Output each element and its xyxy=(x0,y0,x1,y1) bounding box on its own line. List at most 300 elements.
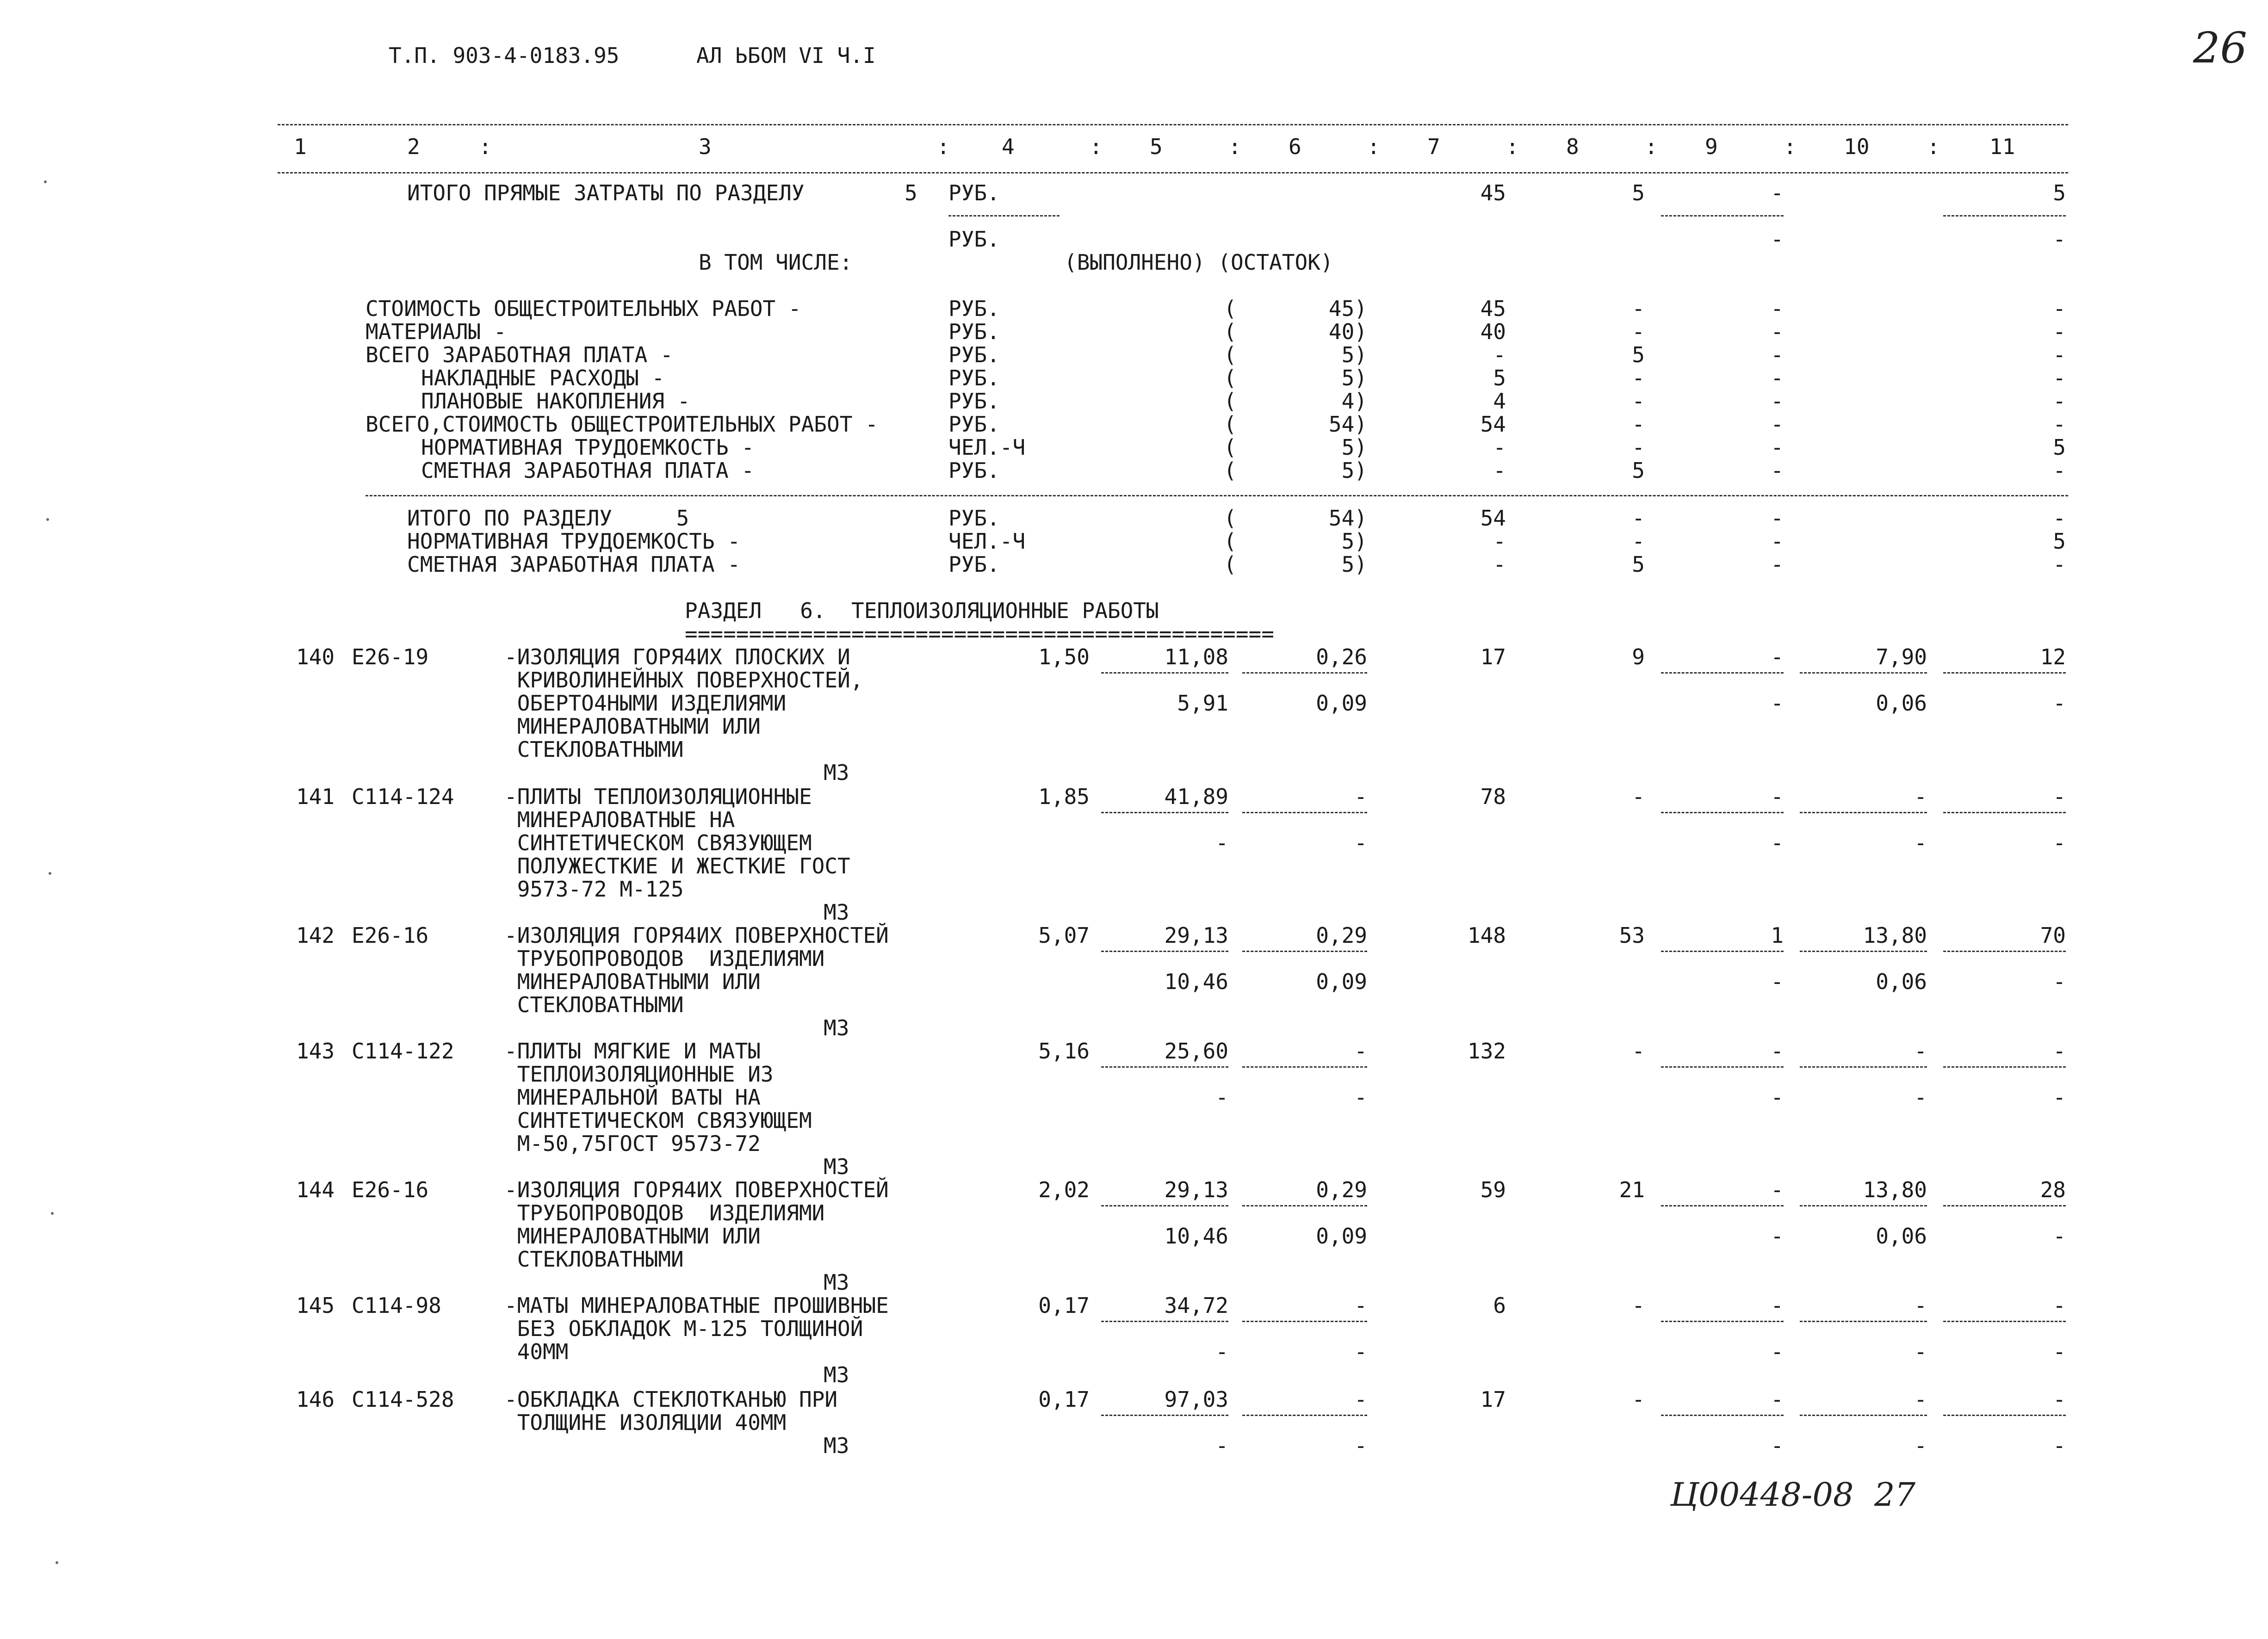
breakdown-c11: - xyxy=(2053,342,2066,367)
album-label: АЛ ЬБОМ VI Ч.I xyxy=(696,43,876,68)
item-code: Е26-19 xyxy=(352,644,429,669)
item-c6-rule xyxy=(1242,1415,1367,1416)
item-c4: 5,16 xyxy=(1038,1039,1090,1064)
item-c7: 132 xyxy=(1467,1039,1506,1064)
item-description: ПОЛУЖЕСТКИЕ И ЖЕСТКИЕ ГОСТ xyxy=(504,854,850,878)
item-description: ТРУБОПРОВОДОВ ИЗДЕЛИЯМИ xyxy=(504,1200,825,1225)
item-c9: - xyxy=(1771,1177,1784,1202)
summary-unit: РУБ. xyxy=(948,227,1000,252)
breakdown-paren: ( xyxy=(1224,319,1237,344)
breakdown-c9: - xyxy=(1771,319,1784,344)
item-description: СИНТЕТИЧЕСКОМ СВЯЗУЮЩЕМ xyxy=(504,1108,812,1133)
breakdown-c6: 54) xyxy=(1328,412,1367,437)
item-c5: 11,08 xyxy=(1164,644,1228,669)
summary-c9: - xyxy=(1771,227,1784,252)
breakdown-paren: ( xyxy=(1224,296,1237,321)
item-number: 142 xyxy=(296,923,335,948)
breakdown-paren: ( xyxy=(1224,458,1237,483)
section-total-c8: - xyxy=(1632,529,1645,554)
item-c6-rule xyxy=(1242,672,1367,674)
item-code: Е26-16 xyxy=(352,1177,429,1202)
item-c5b: - xyxy=(1215,830,1228,855)
breakdown-label: ВСЕГО,СТОИМОСТЬ ОБЩЕСТРОИТЕЛЬНЫХ РАБОТ - xyxy=(366,412,878,437)
column-number: : xyxy=(1367,134,1380,159)
item-c11b: - xyxy=(2053,1085,2066,1110)
item-description: М-50,75ГОСТ 9573-72 xyxy=(504,1131,761,1156)
item-c5: 41,89 xyxy=(1164,784,1228,809)
item-c6b: - xyxy=(1354,1339,1367,1364)
item-unit: М3 xyxy=(824,1154,849,1179)
column-number: : xyxy=(937,134,950,159)
item-code: С114-122 xyxy=(352,1039,454,1064)
item-c8: - xyxy=(1632,1039,1645,1064)
page-number: 26 xyxy=(2193,23,2248,73)
breakdown-c6: 5) xyxy=(1341,365,1367,390)
item-c6: - xyxy=(1354,1293,1367,1318)
item-c11b: - xyxy=(2053,1433,2066,1458)
breakdown-unit: РУБ. xyxy=(948,458,1000,483)
breakdown-unit: РУБ. xyxy=(948,319,1000,344)
item-unit: М3 xyxy=(824,760,849,785)
item-number: 143 xyxy=(296,1039,335,1064)
item-c9-rule xyxy=(1661,672,1784,674)
item-c6b: 0,09 xyxy=(1316,969,1367,994)
section-total-unit: ЧЕЛ.-Ч xyxy=(948,529,1026,554)
breakdown-c7: - xyxy=(1493,435,1506,460)
item-code: Е26-16 xyxy=(352,923,429,948)
section-total-paren: ( xyxy=(1224,529,1237,554)
item-description: -ИЗОЛЯЦИЯ ГОРЯ4ИХ ПОВЕРХНОСТЕЙ xyxy=(504,923,889,948)
item-c11-rule xyxy=(1943,951,2066,952)
item-code: С114-124 xyxy=(352,784,454,809)
breakdown-c11: - xyxy=(2053,389,2066,414)
item-c8: - xyxy=(1632,784,1645,809)
item-c11: 28 xyxy=(2040,1177,2066,1202)
item-c8: - xyxy=(1632,1387,1645,1412)
breakdown-c11: - xyxy=(2053,458,2066,483)
item-description: -ПЛИТЫ МЯГКИЕ И МАТЫ xyxy=(504,1039,761,1064)
item-c7: 17 xyxy=(1480,644,1506,669)
section-total-label: НОРМАТИВНАЯ ТРУДОЕМКОСТЬ - xyxy=(407,529,741,554)
breakdown-c11: 5 xyxy=(2053,435,2066,460)
item-c5-rule xyxy=(1101,951,1228,952)
item-c11b: - xyxy=(2053,691,2066,716)
item-c5-rule xyxy=(1101,1205,1228,1206)
item-c10-rule xyxy=(1800,1205,1927,1206)
item-c5-rule xyxy=(1101,1415,1228,1416)
item-c8: - xyxy=(1632,1293,1645,1318)
item-c6-rule xyxy=(1242,951,1367,952)
item-c10: - xyxy=(1914,1039,1927,1064)
item-c10: - xyxy=(1914,1387,1927,1412)
item-c10b: - xyxy=(1914,1085,1927,1110)
column-number: : xyxy=(1784,134,1797,159)
item-c9b: - xyxy=(1771,1224,1784,1249)
column-number: 6 xyxy=(1289,134,1301,159)
breakdown-c8: - xyxy=(1632,435,1645,460)
summary-c11: - xyxy=(2053,227,2066,252)
item-c10b: - xyxy=(1914,1339,1927,1364)
item-description: -ИЗОЛЯЦИЯ ГОРЯ4ИХ ПОВЕРХНОСТЕЙ xyxy=(504,1177,889,1202)
item-c5b: 5,91 xyxy=(1177,691,1228,716)
item-c10-rule xyxy=(1800,1415,1927,1416)
item-c6b: 0,09 xyxy=(1316,691,1367,716)
item-c5b: - xyxy=(1215,1339,1228,1364)
item-c10b: 0,06 xyxy=(1876,969,1927,994)
section-total-c7: - xyxy=(1493,552,1506,577)
item-c11-rule xyxy=(1943,1066,2066,1068)
item-c5-rule xyxy=(1101,1321,1228,1322)
section-total-c8: - xyxy=(1632,506,1645,531)
breakdown-label: ВСЕГО ЗАРАБОТНАЯ ПЛАТА - xyxy=(366,342,673,367)
item-c11-rule xyxy=(1943,1321,2066,1322)
item-unit: М3 xyxy=(824,1015,849,1040)
item-c4: 0,17 xyxy=(1038,1293,1090,1318)
item-c11: - xyxy=(2053,784,2066,809)
header-rule-top xyxy=(278,124,2068,125)
item-c10-rule xyxy=(1800,672,1927,674)
item-unit: М3 xyxy=(824,900,849,925)
breakdown-c6: 45) xyxy=(1328,296,1367,321)
section-total-label: СМЕТНАЯ ЗАРАБОТНАЯ ПЛАТА - xyxy=(407,552,741,577)
item-c5: 97,03 xyxy=(1164,1387,1228,1412)
breakdown-c6: 40) xyxy=(1328,319,1367,344)
item-description: ТРУБОПРОВОДОВ ИЗДЕЛИЯМИ xyxy=(504,946,825,971)
breakdown-paren: ( xyxy=(1224,412,1237,437)
item-c9-rule xyxy=(1661,951,1784,952)
item-c5b: - xyxy=(1215,1433,1228,1458)
section-total-c11: - xyxy=(2053,552,2066,577)
item-c8: 21 xyxy=(1619,1177,1645,1202)
item-c6: 0,29 xyxy=(1316,923,1367,948)
item-c9: 1 xyxy=(1771,923,1784,948)
item-c9-rule xyxy=(1661,1415,1784,1416)
item-c7: 6 xyxy=(1493,1293,1506,1318)
item-unit: М3 xyxy=(824,1433,849,1458)
breakdown-c11: - xyxy=(2053,296,2066,321)
item-c8: 53 xyxy=(1619,923,1645,948)
breakdown-paren: ( xyxy=(1224,389,1237,414)
summary-label: ИТОГО ПРЯМЫЕ ЗАТРАТЫ ПО РАЗДЕЛУ xyxy=(407,180,805,205)
column-number: 9 xyxy=(1705,134,1718,159)
section-total-c7: 54 xyxy=(1480,506,1506,531)
breakdown-unit: РУБ. xyxy=(948,389,1000,414)
item-description: МИНЕРАЛОВАТНЫМИ ИЛИ xyxy=(504,714,761,739)
including-label: В ТОМ ЧИСЛЕ: xyxy=(699,250,853,275)
breakdown-c9: - xyxy=(1771,458,1784,483)
item-description: СИНТЕТИЧЕСКОМ СВЯЗУЮЩЕМ xyxy=(504,830,812,855)
summary-section-num: 5 xyxy=(905,180,917,205)
item-c11-rule xyxy=(1943,672,2066,674)
item-description: ОБЕРТО4НЫМИ ИЗДЕЛИЯМИ xyxy=(504,691,787,716)
item-c5b: 10,46 xyxy=(1164,969,1228,994)
breakdown-unit: ЧЕЛ.-Ч xyxy=(948,435,1026,460)
breakdown-c6: 4) xyxy=(1341,389,1367,414)
item-c6-rule xyxy=(1242,1205,1367,1206)
underline-c9 xyxy=(1661,215,1784,216)
item-description: МИНЕРАЛОВАТНЫМИ ИЛИ xyxy=(504,969,761,994)
breakdown-unit: РУБ. xyxy=(948,296,1000,321)
breakdown-c7: 45 xyxy=(1480,296,1506,321)
item-c5: 34,72 xyxy=(1164,1293,1228,1318)
breakdown-c9: - xyxy=(1771,412,1784,437)
item-c11b: - xyxy=(2053,830,2066,855)
item-description: МИНЕРАЛЬНОЙ ВАТЫ НА xyxy=(504,1085,761,1110)
breakdown-unit: РУБ. xyxy=(948,365,1000,390)
column-number: 8 xyxy=(1566,134,1579,159)
item-c4: 1,85 xyxy=(1038,784,1090,809)
item-c5: 29,13 xyxy=(1164,1177,1228,1202)
done-remaining-label: (ВЫПОЛНЕНО) (ОСТАТОК) xyxy=(1064,250,1333,275)
breakdown-c9: - xyxy=(1771,435,1784,460)
breakdown-paren: ( xyxy=(1224,342,1237,367)
item-c10b: 0,06 xyxy=(1876,691,1927,716)
item-c9-rule xyxy=(1661,1066,1784,1068)
section-total-c6: 5) xyxy=(1341,529,1367,554)
item-c6: 0,26 xyxy=(1316,644,1367,669)
item-number: 146 xyxy=(296,1387,335,1412)
breakdown-unit: РУБ. xyxy=(948,342,1000,367)
section-total-c6: 54) xyxy=(1328,506,1367,531)
section-total-c11: 5 xyxy=(2053,529,2066,554)
item-c11: 12 xyxy=(2040,644,2066,669)
margin-mark xyxy=(49,872,51,875)
section-total-c8: 5 xyxy=(1632,552,1645,577)
item-c11: - xyxy=(2053,1039,2066,1064)
section-total-c9: - xyxy=(1771,552,1784,577)
item-c9b: - xyxy=(1771,1433,1784,1458)
item-c6: - xyxy=(1354,1387,1367,1412)
item-c6-rule xyxy=(1242,812,1367,813)
section-title-underline: ============================================== xyxy=(685,621,1274,646)
column-number: 2 xyxy=(407,134,420,159)
item-c9: - xyxy=(1771,1387,1784,1412)
item-c11-rule xyxy=(1943,1415,2066,1416)
item-c10-rule xyxy=(1800,1066,1927,1068)
item-c5b: - xyxy=(1215,1085,1228,1110)
item-description: СТЕКЛОВАТНЫМИ xyxy=(504,737,684,762)
column-number: : xyxy=(1090,134,1103,159)
breakdown-c7: - xyxy=(1493,458,1506,483)
item-description: -ИЗОЛЯЦИЯ ГОРЯ4ИХ ПЛОСКИХ И xyxy=(504,644,850,669)
breakdown-c8: - xyxy=(1632,389,1645,414)
summary-c7: 45 xyxy=(1480,180,1506,205)
item-c9: - xyxy=(1771,1039,1784,1064)
item-c11b: - xyxy=(2053,969,2066,994)
column-number: 4 xyxy=(1002,134,1015,159)
section-total-paren: ( xyxy=(1224,552,1237,577)
item-c6: - xyxy=(1354,784,1367,809)
underline-rub xyxy=(948,215,1060,216)
item-c11: - xyxy=(2053,1387,2066,1412)
item-number: 141 xyxy=(296,784,335,809)
item-c9-rule xyxy=(1661,812,1784,813)
item-description: -МАТЫ МИНЕРАЛОВАТНЫЕ ПРОШИВНЫЕ xyxy=(504,1293,889,1318)
column-number: : xyxy=(1645,134,1658,159)
section-title: РАЗДЕЛ 6. ТЕПЛОИЗОЛЯЦИОННЫЕ РАБОТЫ xyxy=(685,598,1159,623)
breakdown-c9: - xyxy=(1771,389,1784,414)
item-c4: 2,02 xyxy=(1038,1177,1090,1202)
breakdown-c6: 5) xyxy=(1341,435,1367,460)
item-c6b: - xyxy=(1354,1085,1367,1110)
breakdown-unit: РУБ. xyxy=(948,412,1000,437)
item-c6: - xyxy=(1354,1039,1367,1064)
item-c9b: - xyxy=(1771,1085,1784,1110)
breakdown-c8: 5 xyxy=(1632,458,1645,483)
breakdown-c8: - xyxy=(1632,296,1645,321)
item-c6: 0,29 xyxy=(1316,1177,1367,1202)
item-c7: 78 xyxy=(1480,784,1506,809)
item-c7: 59 xyxy=(1480,1177,1506,1202)
item-description: 9573-72 М-125 xyxy=(504,877,684,902)
item-c10: 13,80 xyxy=(1863,923,1927,948)
item-c11: 70 xyxy=(2040,923,2066,948)
item-description: БЕЗ ОБКЛАДОК М-125 ТОЛЩИНОЙ xyxy=(504,1316,863,1341)
item-c9b: - xyxy=(1771,969,1784,994)
item-c6b: - xyxy=(1354,830,1367,855)
section-total-c9: - xyxy=(1771,529,1784,554)
item-c6b: - xyxy=(1354,1433,1367,1458)
breakdown-c6: 5) xyxy=(1341,342,1367,367)
column-number: 5 xyxy=(1150,134,1163,159)
section-total-c6: 5) xyxy=(1341,552,1367,577)
breakdown-c8: - xyxy=(1632,412,1645,437)
item-c6-rule xyxy=(1242,1321,1367,1322)
section-total-c7: - xyxy=(1493,529,1506,554)
column-number: 3 xyxy=(699,134,712,159)
item-c4: 1,50 xyxy=(1038,644,1090,669)
item-c5-rule xyxy=(1101,1066,1228,1068)
item-description: 40ММ xyxy=(504,1339,569,1364)
item-c10: 13,80 xyxy=(1863,1177,1927,1202)
margin-mark xyxy=(56,1561,58,1564)
section-divider xyxy=(366,495,2068,496)
breakdown-c9: - xyxy=(1771,342,1784,367)
item-description: МИНЕРАЛОВАТНЫМИ ИЛИ xyxy=(504,1224,761,1249)
header-rule-bottom xyxy=(278,172,2068,173)
item-c10-rule xyxy=(1800,951,1927,952)
item-c10b: - xyxy=(1914,830,1927,855)
item-code: С114-528 xyxy=(352,1387,454,1412)
item-c11: - xyxy=(2053,1293,2066,1318)
column-number: 10 xyxy=(1844,134,1870,159)
breakdown-c8: - xyxy=(1632,319,1645,344)
underline-c11 xyxy=(1943,215,2066,216)
footer-code: Ц00448-08 27 xyxy=(1670,1476,1916,1514)
breakdown-c7: 5 xyxy=(1493,365,1506,390)
section-total-paren: ( xyxy=(1224,506,1237,531)
item-description: КРИВОЛИНЕЙНЫХ ПОВЕРХНОСТЕЙ, xyxy=(504,668,863,693)
item-c9: - xyxy=(1771,1293,1784,1318)
column-number: : xyxy=(1228,134,1241,159)
breakdown-c7: 40 xyxy=(1480,319,1506,344)
item-c9-rule xyxy=(1661,1321,1784,1322)
item-c11-rule xyxy=(1943,812,2066,813)
section-total-unit: РУБ. xyxy=(948,506,1000,531)
item-number: 144 xyxy=(296,1177,335,1202)
column-number: : xyxy=(1506,134,1519,159)
item-c4: 5,07 xyxy=(1038,923,1090,948)
item-c10: - xyxy=(1914,784,1927,809)
item-description: СТЕКЛОВАТНЫМИ xyxy=(504,992,684,1017)
breakdown-c11: - xyxy=(2053,319,2066,344)
breakdown-paren: ( xyxy=(1224,365,1237,390)
item-c11b: - xyxy=(2053,1224,2066,1249)
item-c7: 17 xyxy=(1480,1387,1506,1412)
column-number: 7 xyxy=(1427,134,1440,159)
item-c5-rule xyxy=(1101,812,1228,813)
item-c5: 25,60 xyxy=(1164,1039,1228,1064)
item-unit: М3 xyxy=(824,1362,849,1387)
summary-unit: РУБ. xyxy=(948,180,1000,205)
breakdown-label: НАКЛАДНЫЕ РАСХОДЫ - xyxy=(421,365,665,390)
summary-c9: - xyxy=(1771,180,1784,205)
item-c10: 7,90 xyxy=(1876,644,1927,669)
column-number: : xyxy=(479,134,492,159)
item-c5b: 10,46 xyxy=(1164,1224,1228,1249)
item-description: ТЕПЛОИЗОЛЯЦИОННЫЕ ИЗ xyxy=(504,1062,774,1087)
breakdown-c7: 54 xyxy=(1480,412,1506,437)
breakdown-label: ПЛАНОВЫЕ НАКОПЛЕНИЯ - xyxy=(421,389,690,414)
item-c5: 29,13 xyxy=(1164,923,1228,948)
breakdown-c11: - xyxy=(2053,365,2066,390)
item-c10b: - xyxy=(1914,1433,1927,1458)
margin-mark xyxy=(46,518,49,521)
margin-mark xyxy=(44,180,47,183)
breakdown-c7: 4 xyxy=(1493,389,1506,414)
breakdown-c8: 5 xyxy=(1632,342,1645,367)
column-number: 1 xyxy=(294,134,307,159)
section-total-label: ИТОГО ПО РАЗДЕЛУ 5 xyxy=(407,506,689,531)
item-c9b: - xyxy=(1771,1339,1784,1364)
item-c5-rule xyxy=(1101,672,1228,674)
breakdown-paren: ( xyxy=(1224,435,1237,460)
summary-c11: 5 xyxy=(2053,180,2066,205)
breakdown-c9: - xyxy=(1771,296,1784,321)
section-total-c9: - xyxy=(1771,506,1784,531)
breakdown-label: СМЕТНАЯ ЗАРАБОТНАЯ ПЛАТА - xyxy=(421,458,755,483)
column-number: 11 xyxy=(1989,134,2015,159)
item-c10b: 0,06 xyxy=(1876,1224,1927,1249)
item-code: С114-98 xyxy=(352,1293,441,1318)
item-c9: - xyxy=(1771,784,1784,809)
breakdown-label: СТОИМОСТЬ ОБЩЕСТРОИТЕЛЬНЫХ РАБОТ - xyxy=(366,296,801,321)
item-number: 140 xyxy=(296,644,335,669)
item-c6b: 0,09 xyxy=(1316,1224,1367,1249)
item-number: 145 xyxy=(296,1293,335,1318)
summary-c8: 5 xyxy=(1632,180,1645,205)
margin-mark xyxy=(51,1212,54,1215)
breakdown-c11: - xyxy=(2053,412,2066,437)
breakdown-label: НОРМАТИВНАЯ ТРУДОЕМКОСТЬ - xyxy=(421,435,755,460)
section-total-unit: РУБ. xyxy=(948,552,1000,577)
item-c9: - xyxy=(1771,644,1784,669)
item-c11-rule xyxy=(1943,1205,2066,1206)
breakdown-c7: - xyxy=(1493,342,1506,367)
item-c7: 148 xyxy=(1467,923,1506,948)
item-c8: 9 xyxy=(1632,644,1645,669)
section-total-c11: - xyxy=(2053,506,2066,531)
item-c9b: - xyxy=(1771,691,1784,716)
breakdown-label: МАТЕРИАЛЫ - xyxy=(366,319,507,344)
item-c9b: - xyxy=(1771,830,1784,855)
item-c10-rule xyxy=(1800,812,1927,813)
item-c10-rule xyxy=(1800,1321,1927,1322)
doc-code: Т.П. 903-4-0183.95 xyxy=(389,43,620,68)
item-description: МИНЕРАЛОВАТНЫЕ НА xyxy=(504,807,735,832)
item-c6-rule xyxy=(1242,1066,1367,1068)
item-description: ТОЛЩИНЕ ИЗОЛЯЦИИ 40ММ xyxy=(504,1410,787,1435)
